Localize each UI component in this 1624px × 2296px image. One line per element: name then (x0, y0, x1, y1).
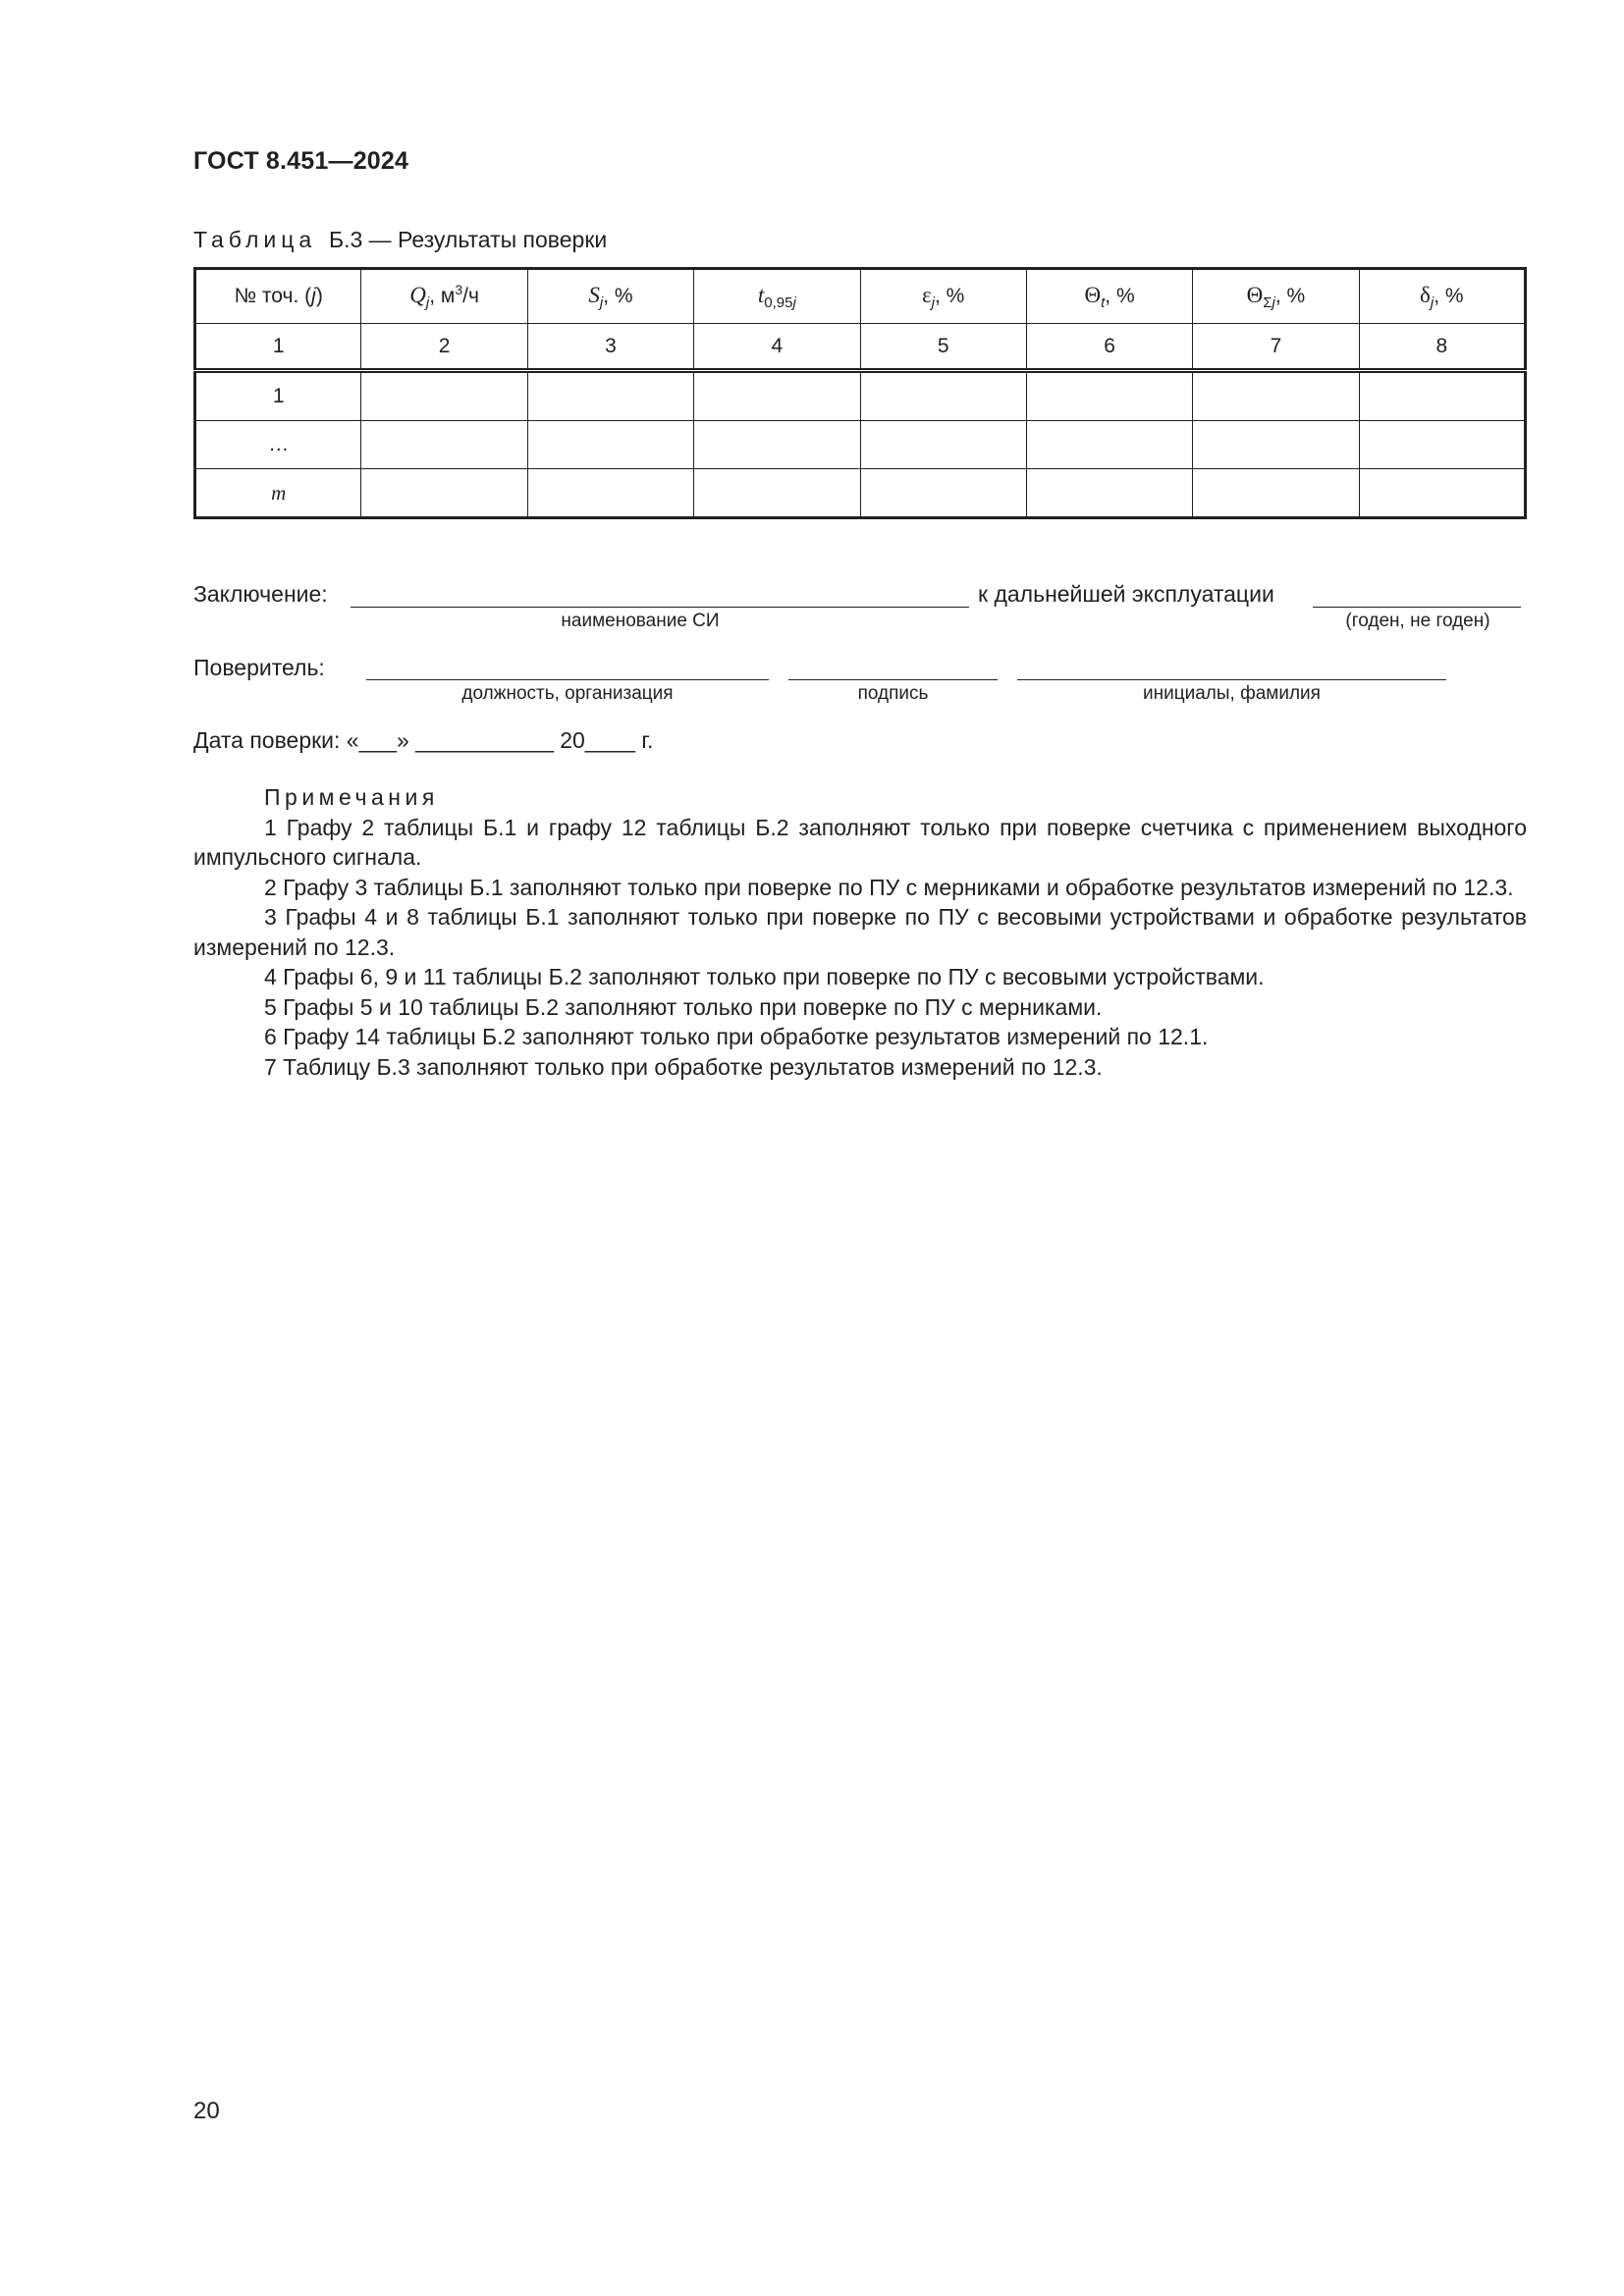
column-number: 2 (361, 324, 527, 371)
col-header-systematic-error-t: $\Theta_t$, % (1026, 269, 1192, 324)
table-cell (860, 371, 1026, 421)
caption-si-name: наименование СИ (561, 611, 720, 631)
table-cell (1359, 469, 1525, 518)
table-cell (694, 469, 860, 518)
table-row (195, 421, 1526, 469)
table-cell (1359, 421, 1525, 469)
note-item: 7 Таблицу Б.3 заполняют только при обработке результатов измерений по 12.3. (264, 1053, 1103, 1080)
verifier-position-line (366, 679, 769, 680)
table-cell (1026, 421, 1192, 469)
column-number: 5 (860, 324, 1026, 371)
col-header-student-coef: $t_{0,95j}$ (694, 269, 860, 324)
col-header-systematic-error-sum: $\Theta_{\Sigma j}$, % (1193, 269, 1359, 324)
col-header-random-error: $\varepsilon_j$, % (860, 269, 1026, 324)
col-header-point: № точ. (j) (195, 269, 361, 324)
table-caption-title: Б.3 — Результаты поверки (328, 227, 608, 252)
column-number: 1 (195, 324, 361, 371)
verification-date: Дата поверки: «___» ___________ 20____ г. (193, 727, 654, 753)
table-cell (361, 469, 527, 518)
note-item: 4 Графы 6, 9 и 11 таблицы Б.2 заполняют только при поверке по ПУ с весовыми устройствами. (264, 964, 1265, 989)
column-number: 6 (1026, 324, 1192, 371)
column-number: 4 (694, 324, 860, 371)
col-header-sko: $S_j$, % (527, 269, 693, 324)
table-cell (1193, 371, 1359, 421)
caption-fit: (годен, не годен) (1345, 611, 1490, 631)
table-column-numbers-row (195, 324, 1526, 371)
verifier-label: Поверитель: (193, 655, 325, 680)
caption-position: должность, организация (461, 683, 674, 704)
table-cell (1026, 469, 1192, 518)
table-cell (527, 421, 693, 469)
table-header-row (195, 269, 1526, 324)
table-cell (694, 421, 860, 469)
table-cell (361, 421, 527, 469)
table-cell (1359, 371, 1525, 421)
results-table (193, 267, 1527, 519)
note-item: 2 Графу 3 таблицы Б.1 заполняют только при поверке по ПУ с мерниками и обработке результатов измерений по 12.3. (264, 874, 1514, 900)
note-item: 3 Графы 4 и 8 таблицы Б.1 заполняют только при поверке по ПУ с весовыми устройствами и обработке результатов измерений по 12.3. (193, 904, 1527, 960)
col-header-relative-error: $\delta_j$, % (1359, 269, 1525, 324)
caption-initials: инициалы, фамилия (1143, 683, 1321, 704)
table-cell (860, 469, 1026, 518)
conclusion-mid-text: к дальнейшей эксплуатации (978, 581, 1274, 607)
table-cell (1193, 469, 1359, 518)
table-cell (361, 371, 527, 421)
table-caption-word: Таблица (193, 227, 317, 252)
note-item: 6 Графу 14 таблицы Б.2 заполняют только при обработке результатов измерений по 12.1. (264, 1024, 1209, 1049)
caption-signature: подпись (857, 683, 929, 704)
row-label: m (195, 469, 361, 518)
table-cell (694, 371, 860, 421)
verifier-signature-line (788, 679, 998, 680)
verifier-name-line (1017, 679, 1446, 680)
table-caption (193, 227, 607, 253)
row-label: 1 (195, 371, 361, 421)
table-cell (527, 371, 693, 421)
table-row (195, 371, 1526, 421)
column-number: 3 (527, 324, 693, 371)
table-cell (527, 469, 693, 518)
note-item: 1 Графу 2 таблицы Б.1 и графу 12 таблицы Б.2 заполняют только при поверке счетчика с применением выходного импульсного сигнала. (193, 814, 1527, 870)
conclusion-label: Заключение: (193, 581, 328, 607)
column-number: 7 (1193, 324, 1359, 371)
table-cell (1193, 421, 1359, 469)
notes-title: Примечания (264, 784, 439, 810)
table-row (195, 469, 1526, 518)
note-item: 5 Графы 5 и 10 таблицы Б.2 заполняют только при поверке по ПУ с мерниками. (264, 993, 1103, 1020)
conclusion-fit-line (1313, 607, 1521, 608)
row-label: … (195, 421, 361, 469)
table-cell (1026, 371, 1192, 421)
conclusion-si-line (351, 607, 969, 608)
column-number: 8 (1359, 324, 1525, 371)
page-number: 20 (193, 2098, 220, 2124)
table-cell (860, 421, 1026, 469)
notes-section (193, 782, 1527, 1082)
document-header: ГОСТ 8.451—2024 (193, 147, 409, 175)
col-header-flow-rate: $Q_j$, $м^3/ч$ (361, 269, 527, 324)
